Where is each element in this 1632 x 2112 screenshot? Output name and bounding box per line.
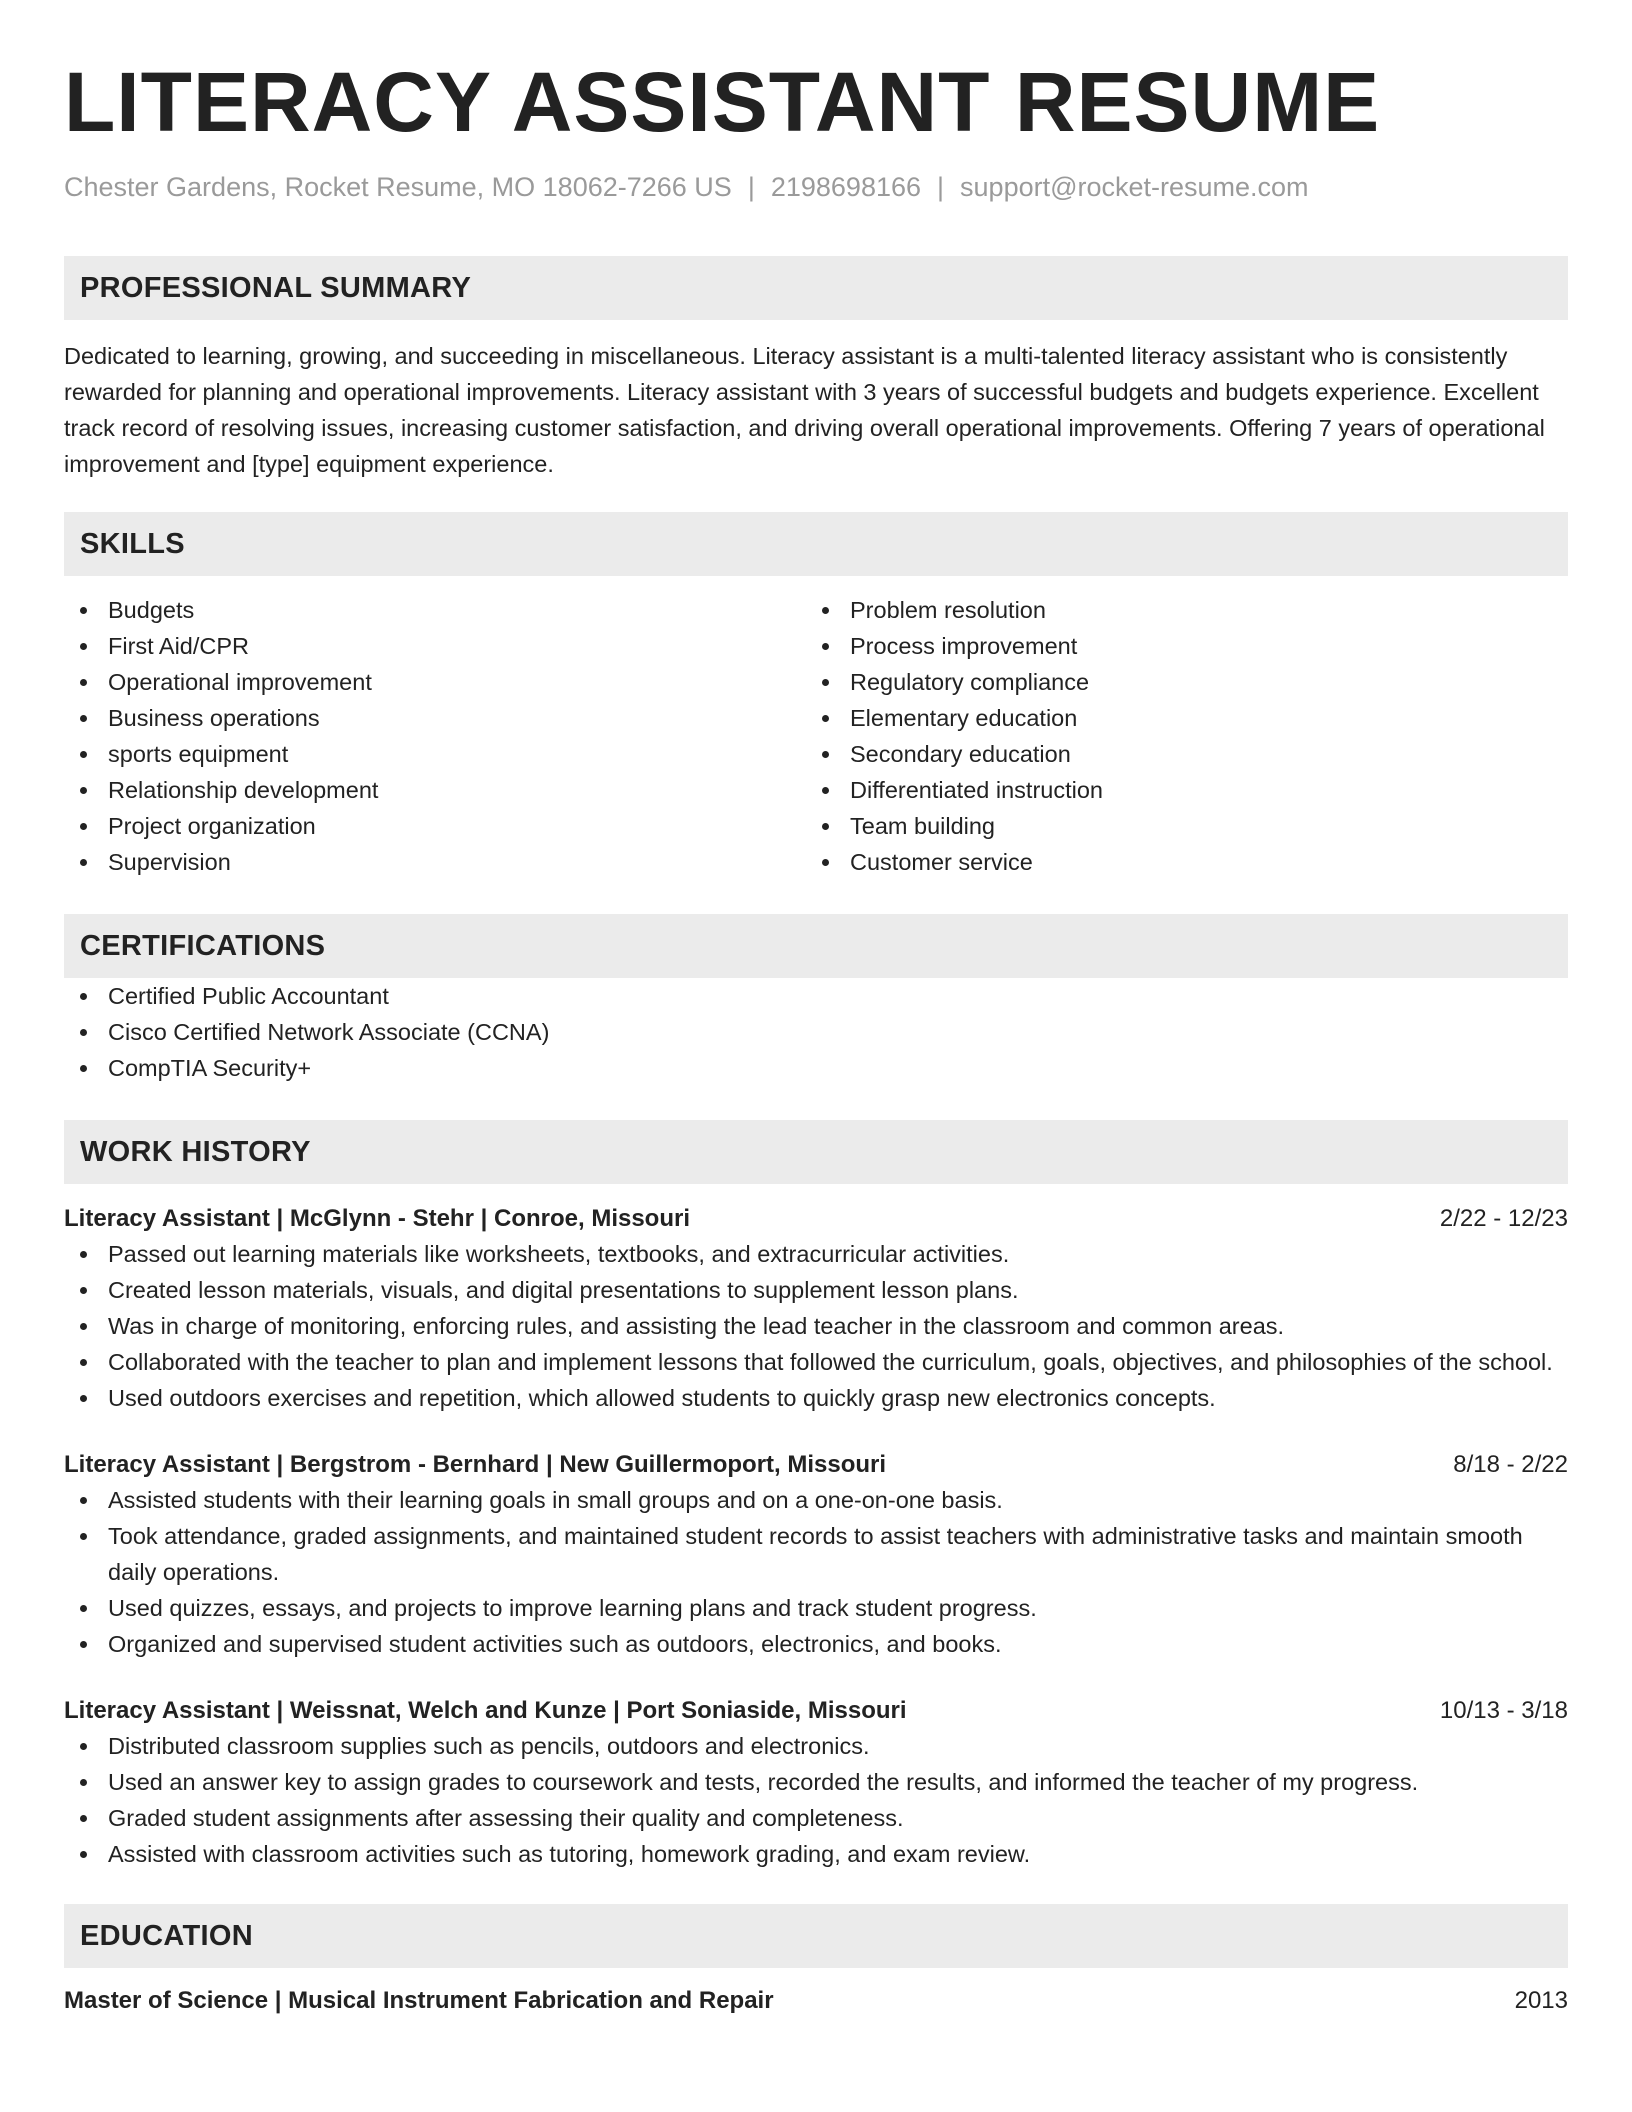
list-item-text: Used quizzes, essays, and projects to improve learning plans and track student progress. (108, 1595, 1037, 1621)
list-item (64, 736, 806, 772)
list-item (806, 736, 1548, 772)
list-item (64, 844, 806, 880)
certifications-list (64, 978, 1568, 1086)
list-item-text: First Aid/CPR (108, 633, 250, 659)
list-item (64, 772, 806, 808)
bullet-dot-icon (80, 1251, 87, 1258)
list-item (64, 1380, 1568, 1416)
list-item (806, 808, 1548, 844)
section-heading-summary: PROFESSIONAL SUMMARY (64, 256, 1568, 320)
list-item (806, 844, 1548, 880)
contact-phone: 2198698166 (770, 172, 922, 202)
list-item (64, 1728, 1568, 1764)
section-heading-certifications: CERTIFICATIONS (64, 914, 1568, 978)
contact-separator: | (937, 172, 945, 202)
list-item (64, 1800, 1568, 1836)
bullet-dot-icon (80, 859, 87, 866)
list-item (64, 1482, 1568, 1518)
bullet-dot-icon (80, 1359, 87, 1366)
job-title: Literacy Assistant | McGlynn - Stehr | Conroe, Missouri (64, 1205, 691, 1232)
job-entry (64, 1448, 1568, 1662)
contact-separator: | (747, 172, 755, 202)
skills-list-left (64, 592, 806, 880)
section-heading-skills: SKILLS (64, 512, 1568, 576)
job-entry (64, 1202, 1568, 1416)
list-item-text: Used outdoors exercises and repetition, which allowed students to quickly grasp new electronics concepts. (108, 1385, 1216, 1411)
skills-columns (64, 592, 1568, 880)
job-title: Literacy Assistant | Bergstrom - Bernhard | New Guillermoport, Missouri (64, 1451, 887, 1478)
list-item (64, 664, 806, 700)
list-item-text: Created lesson materials, visuals, and digital presentations to supplement lesson plans. (108, 1277, 1019, 1303)
list-item-text: Differentiated instruction (850, 777, 1103, 803)
list-item (64, 1272, 1568, 1308)
list-item-text: Cisco Certified Network Associate (CCNA) (108, 1019, 550, 1045)
bullet-dot-icon (80, 1815, 87, 1822)
bullet-dot-icon (80, 1641, 87, 1648)
list-item (64, 1344, 1568, 1380)
contact-line (64, 170, 1568, 204)
list-item-text: Budgets (108, 597, 195, 623)
list-item (806, 628, 1548, 664)
list-item-text: Elementary education (850, 705, 1078, 731)
bullet-dot-icon (822, 607, 829, 614)
list-item-text: Team building (850, 813, 996, 839)
list-item-text: Relationship development (108, 777, 379, 803)
bullet-dot-icon (80, 1395, 87, 1402)
bullet-dot-icon (80, 1779, 87, 1786)
list-item (64, 700, 806, 736)
list-item (806, 700, 1548, 736)
bullet-dot-icon (80, 607, 87, 614)
list-item (64, 1590, 1568, 1626)
list-item-text: Regulatory compliance (850, 669, 1090, 695)
bullet-dot-icon (822, 643, 829, 650)
job-dates: 8/18 - 2/22 (1453, 1451, 1568, 1478)
list-item (64, 808, 806, 844)
bullet-dot-icon (80, 715, 87, 722)
bullet-dot-icon (80, 679, 87, 686)
job-bullets (64, 1728, 1568, 1872)
list-item-text: Distributed classroom supplies such as pencils, outdoors and electronics. (108, 1733, 870, 1759)
bullet-dot-icon (80, 1029, 87, 1036)
job-dates: 10/13 - 3/18 (1439, 1697, 1568, 1724)
job-bullets (64, 1482, 1568, 1662)
bullet-dot-icon (822, 751, 829, 758)
list-item-text: Supervision (108, 849, 231, 875)
list-item (64, 628, 806, 664)
bullet-dot-icon (80, 643, 87, 650)
bullet-dot-icon (80, 1323, 87, 1330)
contact-email: support@rocket-resume.com (960, 172, 1309, 202)
list-item (64, 1236, 1568, 1272)
list-item-text: Customer service (850, 849, 1033, 875)
education-degree: Master of Science | Musical Instrument Fabrication and Repair (64, 1987, 774, 2014)
summary-paragraph: Dedicated to learning, growing, and succeeding in miscellaneous. Literacy assistant is a multi-talented literacy assistant who is consistently rewarded for planning and operational improvements. Literacy assistant with 3 years of successful budgets and budgets experience. Excellent track record of resolving issues, increasing customer satisfaction, and driving overall operational improvements. Offering 7 years of operational improvement and [type] equipment experience. (64, 343, 1545, 477)
job-bullets (64, 1236, 1568, 1416)
job-entry (64, 1694, 1568, 1872)
list-item-text: Business operations (108, 705, 320, 731)
list-item (64, 1764, 1568, 1800)
list-item-text: Problem resolution (850, 597, 1046, 623)
list-item-text: Assisted students with their learning goals in small groups and on a one-on-one basis. (108, 1487, 1003, 1513)
skills-list-right (806, 592, 1548, 880)
list-item-text: Was in charge of monitoring, enforcing rules, and assisting the lead teacher in the classroom and common areas. (108, 1313, 1285, 1339)
bullet-dot-icon (80, 1065, 87, 1072)
job-header (64, 1448, 1568, 1482)
list-item (64, 1626, 1568, 1662)
list-item-text: Passed out learning materials like worksheets, textbooks, and extracurricular activities. (108, 1241, 1010, 1267)
page-title: LITERACY ASSISTANT RESUME (64, 55, 1381, 149)
education-entry (64, 1984, 1568, 2018)
list-item-text: Secondary education (850, 741, 1071, 767)
bullet-dot-icon (822, 679, 829, 686)
list-item-text: Assisted with classroom activities such as tutoring, homework grading, and exam review. (108, 1841, 1031, 1867)
list-item (806, 592, 1548, 628)
bullet-dot-icon (80, 823, 87, 830)
list-item-text: CompTIA Security+ (108, 1055, 312, 1081)
list-item-text: Operational improvement (108, 669, 372, 695)
bullet-dot-icon (822, 823, 829, 830)
education-year: 2013 (1514, 1987, 1568, 2014)
job-title: Literacy Assistant | Weissnat, Welch and Kunze | Port Soniaside, Missouri (64, 1697, 907, 1724)
job-header (64, 1202, 1568, 1236)
bullet-dot-icon (80, 1287, 87, 1294)
list-item-text: sports equipment (108, 741, 289, 767)
section-heading-work-history: WORK HISTORY (64, 1120, 1568, 1184)
list-item-text: Certified Public Accountant (108, 983, 389, 1009)
list-item-text: Collaborated with the teacher to plan and implement lessons that followed the curriculum, goals, objectives, and philosophies of the school. (108, 1349, 1553, 1375)
bullet-dot-icon (80, 1743, 87, 1750)
list-item (64, 1014, 1568, 1050)
list-item (64, 1836, 1568, 1872)
list-item (806, 772, 1548, 808)
contact-address: Chester Gardens, Rocket Resume, MO 18062-7266 US (64, 172, 732, 202)
work-history-list (64, 1202, 1568, 1872)
list-item (64, 1050, 1568, 1086)
bullet-dot-icon (822, 859, 829, 866)
bullet-dot-icon (80, 751, 87, 758)
list-item-text: Process improvement (850, 633, 1078, 659)
bullet-dot-icon (822, 787, 829, 794)
list-item (64, 1308, 1568, 1344)
bullet-dot-icon (80, 1605, 87, 1612)
list-item (806, 664, 1548, 700)
section-heading-education: EDUCATION (64, 1904, 1568, 1968)
list-item (64, 1518, 1568, 1590)
list-item-text: Took attendance, graded assignments, and maintained student records to assist teachers with administrative tasks and maintain smooth daily operations. (108, 1523, 1523, 1585)
list-item-text: Project organization (108, 813, 316, 839)
list-item (64, 592, 806, 628)
skills-column-right (806, 592, 1548, 880)
bullet-dot-icon (80, 993, 87, 1000)
list-item-text: Used an answer key to assign grades to coursework and tests, recorded the results, and informed the teacher of my progress. (108, 1769, 1419, 1795)
list-item-text: Organized and supervised student activities such as outdoors, electronics, and books. (108, 1631, 1002, 1657)
list-item-text: Graded student assignments after assessing their quality and completeness. (108, 1805, 904, 1831)
bullet-dot-icon (822, 715, 829, 722)
job-dates: 2/22 - 12/23 (1439, 1205, 1568, 1232)
bullet-dot-icon (80, 1533, 87, 1540)
skills-column-left (64, 592, 806, 880)
bullet-dot-icon (80, 787, 87, 794)
bullet-dot-icon (80, 1497, 87, 1504)
bullet-dot-icon (80, 1851, 87, 1858)
list-item (64, 978, 1568, 1014)
job-header (64, 1694, 1568, 1728)
